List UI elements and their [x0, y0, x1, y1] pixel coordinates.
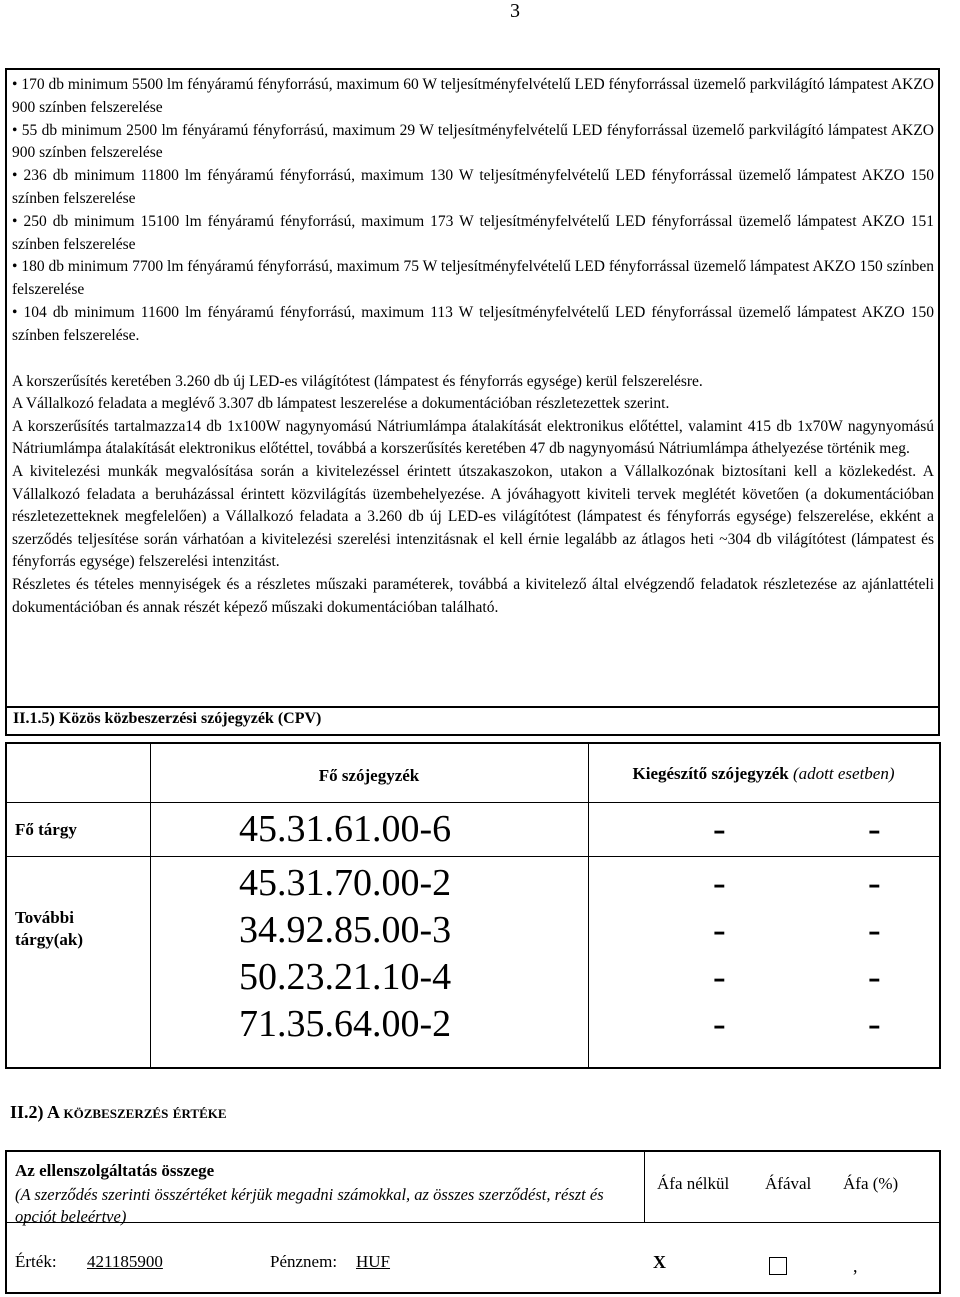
with-vat-checkbox[interactable] [769, 1257, 787, 1275]
vat-percent-value: , [853, 1256, 858, 1276]
paragraphs [12, 371, 934, 620]
main-object-label: Fő tárgy [15, 820, 77, 839]
lamp-item: • 250 db minimum 15100 lm fényáramú fényforrású, maximum 173 W teljesítményfelvételű LED fényforrással üzemelő lámpatest AKZO 151 színben felszerelése [12, 211, 934, 257]
lamp-item: • 180 db minimum 7700 lm fényáramú fényforrású, maximum 75 W teljesítményfelvételű LED fényforrással üzemelő lámpatest AKZO 150 színben felszerelése [12, 256, 934, 302]
additional-code: 34.92.85.00-3 [239, 909, 452, 951]
paragraph: Részletes és tételes mennyiségek és a részletes műszaki paraméterek, továbbá a kivitelező által elvégzendő feladatok részletezése az ajánlattételi dokumentációban és annak részét képező műszaki dokumentációban található. [12, 575, 934, 616]
section-heading-prefix: II.2) A [10, 1102, 64, 1122]
paragraph: A kivitelezési munkák megvalósítása során a kivitelezéssel érintett útszakaszokon, utakon a Vállalkozónak biztosítani kell a közlekedést. A Vállalkozó feladata a beruházással érintett közvilágítás üzembehelyezése. A jóváhagyott kiviteli tervek meglétét követően (a dokumentációban részletezetteknek megfelelően) a Vállalkozó feladata a 3.260 db új LED-es világítótest (lámpatest és fényforrás egysége) felszerelése, ekként a szerződés teljesítése során várhatóan a kivitelezési szerelési intenzitásnak el kell érnie legalább az átlagos heti ~304 db világítótest (lámpatest és fényforrás egysége) felszerelési intenzitást. [12, 462, 934, 571]
additional-code: 71.35.64.00-2 [239, 1003, 452, 1045]
lamp-item: • 55 db minimum 2500 lm fényáramú fényforrású, maximum 29 W teljesítményfelvételű LED fényforrással üzemelő parkvilágító lámpatest AKZO 900 színben felszerelése [12, 120, 934, 166]
header-supp-bold: Kiegészítő szójegyzék [632, 764, 789, 783]
lamp-list [12, 74, 934, 348]
col-with-vat: Áfával [765, 1174, 812, 1193]
lamp-item: • 104 db minimum 11600 lm fényáramú fényforrású, maximum 113 W teljesítményfelvételű LED fényforrással üzemelő lámpatest AKZO 150 színben felszerelése. [12, 302, 934, 348]
additional-dash: - [868, 956, 881, 998]
additional-dash: - [713, 956, 726, 998]
divider [150, 744, 151, 1067]
additional-label-line-1: További [15, 908, 74, 927]
currency-value: HUF [356, 1252, 391, 1271]
divider [7, 802, 939, 803]
value-amount: 421185900 [87, 1252, 163, 1271]
section-heading [10, 1102, 227, 1123]
value-title: Az ellenszolgáltatás összege [15, 1161, 215, 1180]
header-supplementary-vocabulary [588, 764, 939, 784]
additional-code: 45.31.70.00-2 [239, 862, 452, 904]
additional-dash: - [713, 909, 726, 951]
value-note: (A szerződés szerinti összértéket kérjük megadni számokkal, az összes szerződést, részt és opciót beleértve) [15, 1185, 604, 1226]
currency-label: Pénznem: [270, 1252, 338, 1271]
main-code: 45.31.61.00-6 [239, 808, 452, 850]
main-dash-2: - [868, 808, 881, 850]
additional-dash: - [868, 862, 881, 904]
col-without-vat: Áfa nélkül [657, 1174, 730, 1193]
header-supp-italic: (adott esetben) [793, 764, 895, 783]
additional-code: 50.23.21.10-4 [239, 956, 452, 998]
additional-object-label [15, 907, 83, 951]
value-table [5, 1150, 941, 1294]
paragraph: A korszerűsítés keretében 3.260 db új LED-es világítótest (lámpatest és fényforrás egysége) kerül felszerelésre. [12, 372, 703, 390]
main-dash-1: - [713, 808, 726, 850]
divider [644, 1152, 645, 1222]
paragraph: A korszerűsítés tartalmazza14 db 1x100W nagynyomású Nátriumlámpa átalakítását elektronikus előtéttel, valamint 415 db 1x70W nagynyomású Nátriumlámpa átalakítását elektronikus előtéttel, továbbá a korszerűsítés keretében 47 db nagynyomású Nátriumlámpa áthelyezése történik meg. [12, 417, 934, 458]
additional-label-line-2: tárgy(ak) [15, 930, 83, 949]
cpv-title-box [5, 706, 940, 736]
lamp-item: • 236 db minimum 11800 lm fényáramú fényforrású, maximum 130 W teljesítményfelvételű LED fényforrással üzemelő lámpatest AKZO 150 színben felszerelése [12, 165, 934, 211]
description-box [5, 68, 940, 708]
page-number: 3 [510, 0, 520, 22]
additional-dash: - [868, 909, 881, 951]
col-vat-percent: Áfa (%) [843, 1174, 899, 1193]
additional-dash: - [868, 1003, 881, 1045]
divider [7, 856, 939, 857]
without-vat-mark: X [653, 1252, 666, 1272]
divider [588, 744, 589, 1067]
additional-dash: - [713, 862, 726, 904]
paragraph: A Vállalkozó feladata a meglévő 3.307 db lámpatest leszerelése a dokumentációban részletezettek szerint. [12, 395, 670, 413]
cpv-table [5, 742, 941, 1069]
lamp-item: • 170 db minimum 5500 lm fényáramú fényforrású, maximum 60 W teljesítményfelvételű LED fényforrással üzemelő parkvilágító lámpatest AKZO 900 színben felszerelése [12, 74, 934, 120]
additional-dash: - [713, 1003, 726, 1045]
cpv-title: II.1.5) Közös közbeszerzési szójegyzék (CPV) [13, 710, 322, 727]
value-label: Érték: [15, 1252, 57, 1271]
description-content [12, 74, 934, 619]
header-main-vocabulary: Fő szójegyzék [318, 766, 420, 785]
section-heading-rest: közbeszerzés értéke [63, 1102, 227, 1122]
